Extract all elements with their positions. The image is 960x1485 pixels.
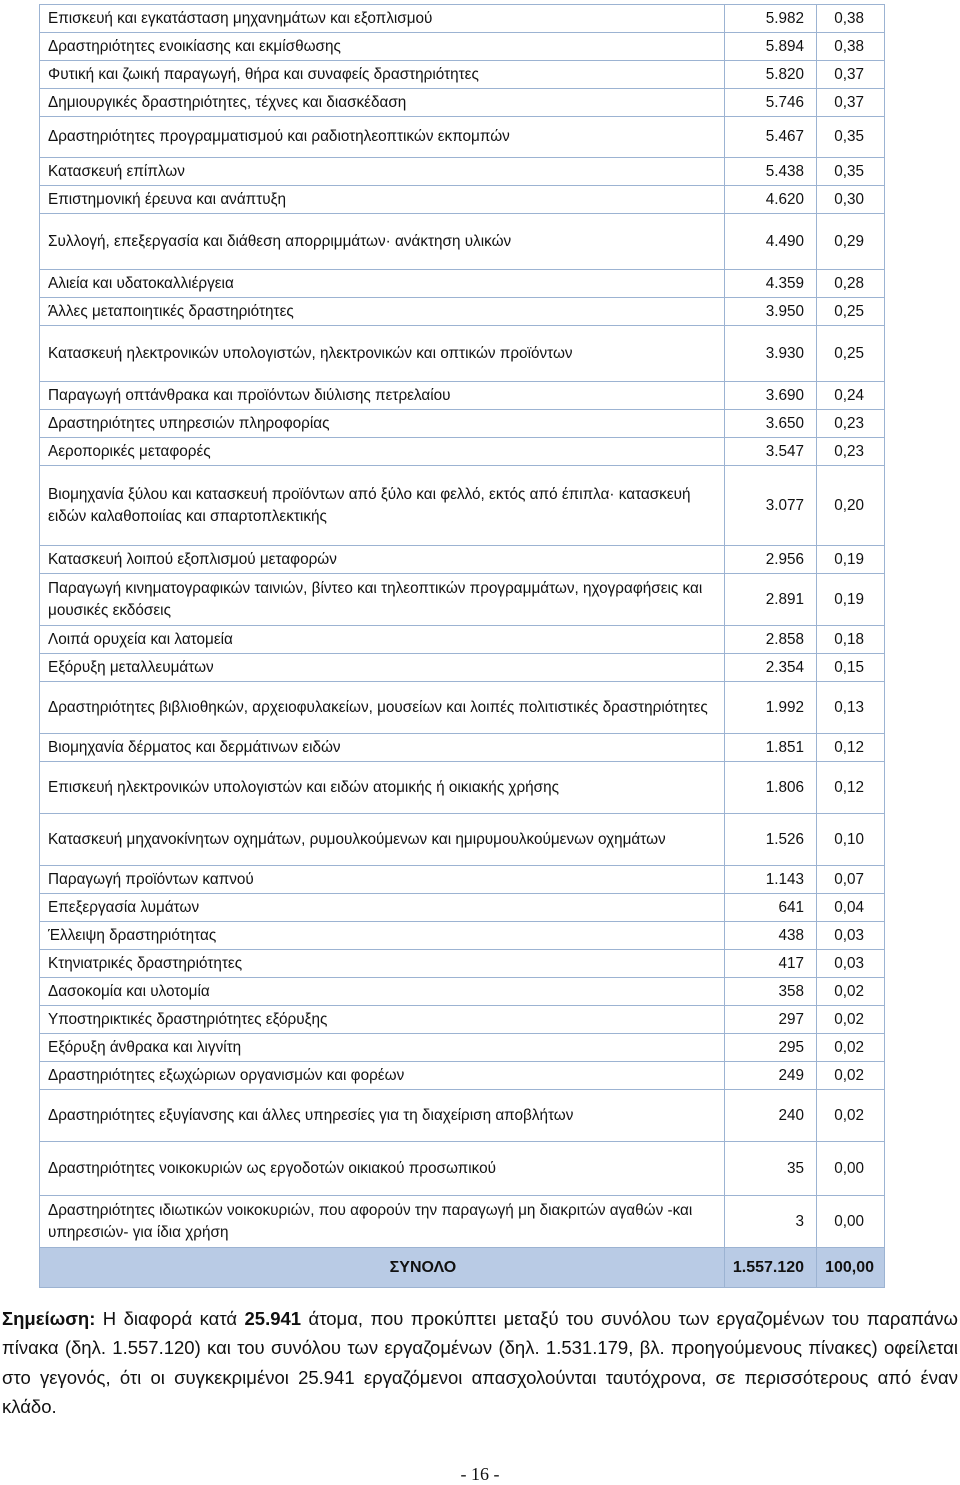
employee-count: 5.894 [724,33,816,61]
employee-percent: 0,25 [817,298,885,326]
table-body [40,5,885,1248]
table-row [40,814,885,866]
table-row [40,1142,885,1196]
table-row [40,117,885,158]
table-row [40,654,885,682]
employee-count: 2.858 [724,626,816,654]
employee-count: 641 [724,894,816,922]
sector-name: Έλλειψη δραστηριότητας [40,922,725,950]
employee-count: 249 [724,1062,816,1090]
employee-percent: 0,00 [817,1196,885,1248]
sector-name: Κατασκευή ηλεκτρονικών υπολογιστών, ηλεκτρονικών και οπτικών προϊόντων [40,326,725,382]
note-text-before: Η διαφορά κατά [95,1308,245,1329]
table-row [40,762,885,814]
employee-percent: 0,02 [817,1090,885,1142]
table-row [40,270,885,298]
employee-percent: 0,07 [817,866,885,894]
total-count: 1.557.120 [724,1248,816,1288]
table-row [40,89,885,117]
employee-percent: 0,03 [817,922,885,950]
employee-count: 5.982 [724,5,816,33]
page-number: - 16 - [460,1464,500,1484]
employee-count: 5.820 [724,61,816,89]
employee-count: 5.746 [724,89,816,117]
employee-count: 3 [724,1196,816,1248]
sector-name: Επεξεργασία λυμάτων [40,894,725,922]
employee-count: 1.806 [724,762,816,814]
table-row [40,298,885,326]
employee-count: 2.354 [724,654,816,682]
employee-count: 3.930 [724,326,816,382]
note-number: 25.941 [244,1308,302,1329]
note-label: Σημείωση: [2,1308,96,1329]
employee-percent: 0,37 [817,89,885,117]
employee-percent: 0,30 [817,186,885,214]
sector-name: Δασοκομία και υλοτομία [40,978,725,1006]
employee-count: 5.438 [724,158,816,186]
table-row [40,1006,885,1034]
employee-count: 1.143 [724,866,816,894]
employee-count: 1.851 [724,734,816,762]
employment-by-sector-table [39,4,885,1288]
sector-name: Δραστηριότητες ενοικίασης και εκμίσθωσης [40,33,725,61]
sector-name: Λοιπά ορυχεία και λατομεία [40,626,725,654]
employee-percent: 0,25 [817,326,885,382]
table-row [40,734,885,762]
sector-name: Άλλες μεταποιητικές δραστηριότητες [40,298,725,326]
sector-name: Δραστηριότητες εξωχώριων οργανισμών και φορέων [40,1062,725,1090]
employee-percent: 0,38 [817,33,885,61]
table-row [40,866,885,894]
sector-name: Φυτική και ζωική παραγωγή, θήρα και συναφείς δραστηριότητες [40,61,725,89]
employee-percent: 0,10 [817,814,885,866]
employee-percent: 0,24 [817,382,885,410]
employee-count: 417 [724,950,816,978]
sector-name: Δημιουργικές δραστηριότητες, τέχνες και διασκέδαση [40,89,725,117]
employee-count: 35 [724,1142,816,1196]
employee-percent: 0,13 [817,682,885,734]
employee-percent: 0,12 [817,762,885,814]
note-text-after: άτομα, που προκύπτει μεταξύ του συνόλου των εργαζομένων του παραπάνω πίνακα (δηλ. 1.557.120) και του συνόλου των εργαζομένων (δηλ. 1.531.179, βλ. προηγούμενους πίνακες) οφείλεται στο γεγονός, ότι οι συγκεκριμένοι 25.941 εργαζόμενοι απασχολούνται ταυτόχρονα, σε περισσότερους από έναν κλάδο. [2,1308,958,1418]
sector-name: Βιομηχανία δέρματος και δερμάτινων ειδών [40,734,725,762]
sector-name: Επισκευή ηλεκτρονικών υπολογιστών και ειδών ατομικής ή οικιακής χρήσης [40,762,725,814]
employee-percent: 0,18 [817,626,885,654]
employee-percent: 0,02 [817,1062,885,1090]
table-row [40,1090,885,1142]
employee-percent: 0,02 [817,1034,885,1062]
table-row [40,214,885,270]
total-percent: 100,00 [817,1248,885,1288]
sector-name: Κατασκευή λοιπού εξοπλισμού μεταφορών [40,546,725,574]
sector-name: Υποστηρικτικές δραστηριότητες εξόρυξης [40,1006,725,1034]
table-row [40,382,885,410]
employee-percent: 0,02 [817,978,885,1006]
table-row [40,978,885,1006]
table-row [40,950,885,978]
table-row [40,1062,885,1090]
table-row [40,33,885,61]
table-row [40,1034,885,1062]
sector-name: Παραγωγή προϊόντων καπνού [40,866,725,894]
employee-percent: 0,28 [817,270,885,298]
table-row [40,922,885,950]
sector-name: Δραστηριότητες προγραμματισμού και ραδιοτηλεοπτικών εκπομπών [40,117,725,158]
table-row [40,186,885,214]
table-row [40,410,885,438]
sector-name: Κτηνιατρικές δραστηριότητες [40,950,725,978]
employee-count: 3.650 [724,410,816,438]
sector-name: Παραγωγή οπτάνθρακα και προϊόντων διύλισης πετρελαίου [40,382,725,410]
sector-name: Αλιεία και υδατοκαλλιέργεια [40,270,725,298]
employee-count: 297 [724,1006,816,1034]
employee-percent: 0,04 [817,894,885,922]
total-label: ΣΥΝΟΛΟ [40,1248,725,1288]
sector-name: Εξόρυξη άνθρακα και λιγνίτη [40,1034,725,1062]
employee-count: 2.956 [724,546,816,574]
employee-count: 3.950 [724,298,816,326]
table-row [40,626,885,654]
table-row [40,466,885,546]
employee-count: 3.547 [724,438,816,466]
employee-percent: 0,15 [817,654,885,682]
sector-name: Αεροπορικές μεταφορές [40,438,725,466]
table-row [40,438,885,466]
employee-percent: 0,00 [817,1142,885,1196]
employee-percent: 0,35 [817,158,885,186]
sector-name: Επισκευή και εγκατάσταση μηχανημάτων και εξοπλισμού [40,5,725,33]
sector-name: Κατασκευή επίπλων [40,158,725,186]
employee-count: 438 [724,922,816,950]
employee-count: 2.891 [724,574,816,626]
sector-name: Συλλογή, επεξεργασία και διάθεση απορριμμάτων· ανάκτηση υλικών [40,214,725,270]
employee-percent: 0,19 [817,574,885,626]
sector-name: Εξόρυξη μεταλλευμάτων [40,654,725,682]
employee-percent: 0,02 [817,1006,885,1034]
sector-name: Δραστηριότητες υπηρεσιών πληροφορίας [40,410,725,438]
employee-count: 4.359 [724,270,816,298]
employee-count: 3.690 [724,382,816,410]
sector-name: Δραστηριότητες νοικοκυριών ως εργοδοτών οικιακού προσωπικού [40,1142,725,1196]
table-row [40,894,885,922]
table-row [40,574,885,626]
table-row [40,5,885,33]
table-row [40,682,885,734]
sector-name: Δραστηριότητες ιδιωτικών νοικοκυριών, που αφορούν την παραγωγή μη διακριτών αγαθών -και υπηρεσιών- για ίδια χρήση [40,1196,725,1248]
employee-count: 5.467 [724,117,816,158]
employee-percent: 0,37 [817,61,885,89]
sector-name: Δραστηριότητες βιβλιοθηκών, αρχειοφυλακείων, μουσείων και λοιπές πολιτιστικές δραστηριότητες [40,682,725,734]
table-row [40,61,885,89]
employee-percent: 0,23 [817,410,885,438]
employee-count: 4.490 [724,214,816,270]
employee-count: 295 [724,1034,816,1062]
sector-name: Παραγωγή κινηματογραφικών ταινιών, βίντεο και τηλεοπτικών προγραμμάτων, ηχογραφήσεις και μουσικές εκδόσεις [40,574,725,626]
total-row [40,1248,885,1288]
sector-name: Επιστημονική έρευνα και ανάπτυξη [40,186,725,214]
employee-percent: 0,29 [817,214,885,270]
table-row [40,546,885,574]
employee-percent: 0,23 [817,438,885,466]
employee-percent: 0,35 [817,117,885,158]
employee-count: 1.526 [724,814,816,866]
employee-percent: 0,03 [817,950,885,978]
employee-count: 4.620 [724,186,816,214]
employee-percent: 0,38 [817,5,885,33]
sector-name: Δραστηριότητες εξυγίανσης και άλλες υπηρεσίες για τη διαχείριση αποβλήτων [40,1090,725,1142]
sector-name: Βιομηχανία ξύλου και κατασκευή προϊόντων από ξύλο και φελλό, εκτός από έπιπλα· κατασκευή ειδών καλαθοποιίας και σπαρτοπλεκτικής [40,466,725,546]
employee-percent: 0,19 [817,546,885,574]
sector-name: Κατασκευή μηχανοκίνητων οχημάτων, ρυμουλκούμενων και ημιρυμουλκούμενων οχημάτων [40,814,725,866]
employee-percent: 0,20 [817,466,885,546]
employee-count: 1.992 [724,682,816,734]
note-paragraph [2,1304,958,1422]
table-row [40,158,885,186]
table-row [40,1196,885,1248]
employee-count: 358 [724,978,816,1006]
table-row [40,326,885,382]
employee-count: 3.077 [724,466,816,546]
employee-percent: 0,12 [817,734,885,762]
employee-count: 240 [724,1090,816,1142]
